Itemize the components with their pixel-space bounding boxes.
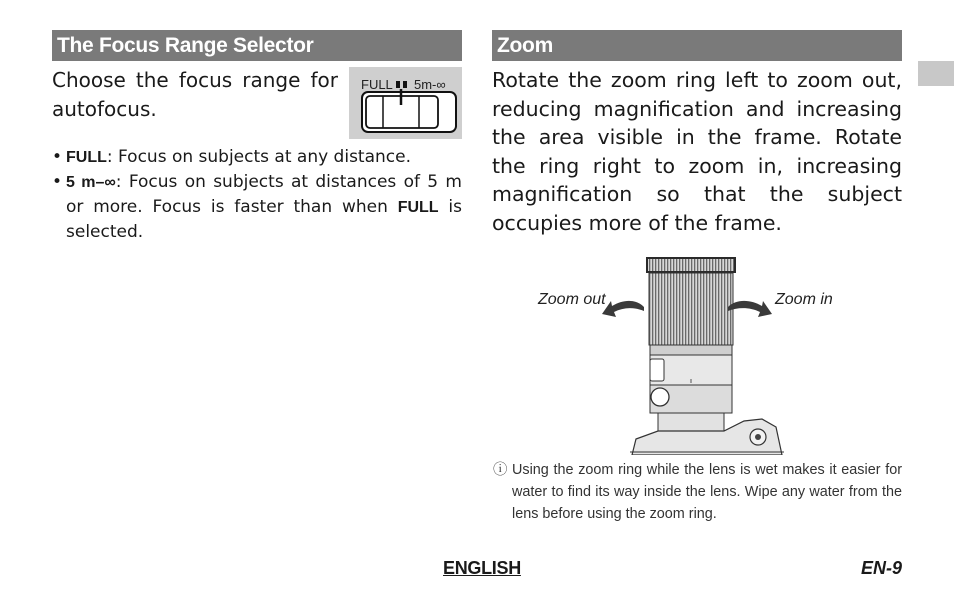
- option-term: 5 m–∞: [66, 174, 116, 191]
- zoom-out-arrow-icon: [602, 301, 644, 317]
- focus-range-heading-text: The Focus Range Selector: [57, 34, 314, 57]
- focus-selector-illustration: [349, 67, 462, 139]
- zoom-description: Rotate the zoom ring left to zoom out, reducing magnification and increasing the area visible in the frame. Rotate the ring right to zoom in, increasing magnification so that the subject occupies more of the frame.: [492, 68, 902, 235]
- zoom-heading-text: Zoom: [497, 34, 553, 57]
- selector-full-label: FULL: [361, 77, 393, 92]
- focus-selector-switch-icon: [349, 67, 462, 139]
- zoom-out-label: Zoom out: [538, 291, 606, 308]
- zoom-in-arrow-icon: [728, 301, 772, 317]
- caution-icon: ⓘ: [493, 462, 508, 478]
- bullet-dot: •: [52, 172, 63, 192]
- bullet-dot: •: [52, 147, 63, 167]
- option-term-inline: FULL: [397, 199, 439, 216]
- focus-range-options: [52, 145, 462, 245]
- list-item: [52, 170, 462, 245]
- option-description-end: is selected.: [66, 197, 462, 242]
- zoom-lens-illustration: [532, 255, 852, 455]
- selector-5m-label: 5m-∞: [414, 77, 446, 92]
- zoom-in-label: Zoom in: [775, 291, 833, 308]
- zoom-heading: [492, 30, 902, 61]
- page-number: EN-9: [860, 558, 902, 578]
- focus-range-intro: Choose the focus range for autofocus.: [52, 68, 338, 121]
- option-description: : Focus on subjects at any distance.: [106, 147, 411, 167]
- caution-note: [493, 459, 902, 525]
- chapter-side-tab: [918, 61, 954, 86]
- focus-range-heading: [52, 30, 462, 61]
- caution-text: Using the zoom ring while the lens is wet makes it easier for water to find its way inside the lens. Wipe any water from the lens before using the zoom ring.: [512, 462, 902, 522]
- footer-language: ENGLISH: [443, 558, 521, 578]
- option-description: : Focus on subjects at distances of 5 m or more. Focus is faster than when: [66, 172, 462, 217]
- option-term: FULL: [66, 149, 107, 166]
- list-item: [52, 145, 462, 170]
